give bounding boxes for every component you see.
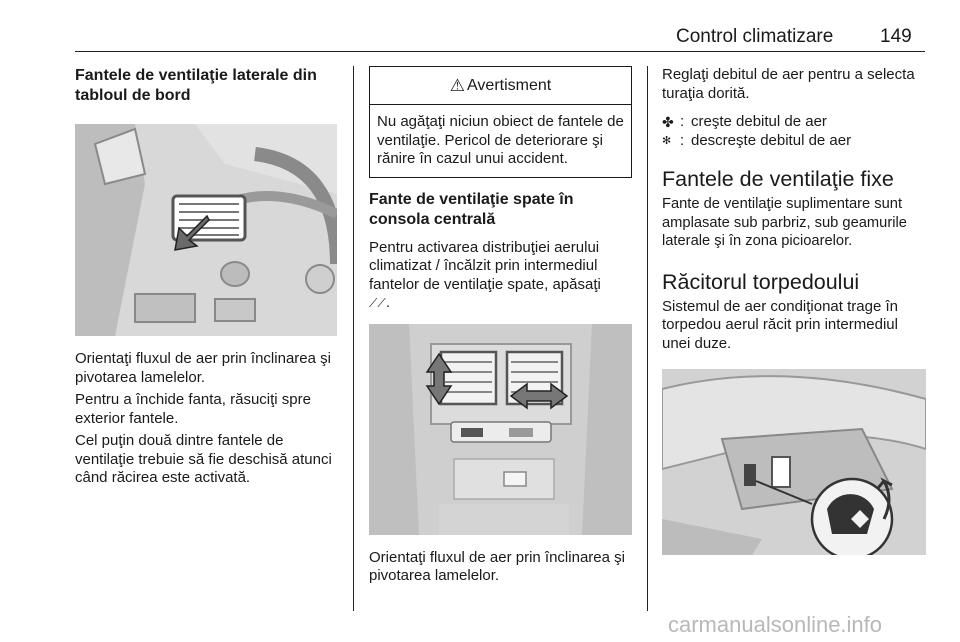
col1-paragraph-3: Cel puţin două dintre fantele de ventilaţie trebuie să fie deschisă atunci când răcirea este activată. [75,432,332,486]
watermark: carmanualsonline.info [668,612,883,637]
col1-paragraph-1: Orientaţi fluxul de aer prin înclinarea şi pivotarea lamelelor. [75,350,331,386]
rear-vents-text: Pentru activarea distribuţiei aerului climatizat / încălzit prin intermediul fantelor de ventilaţie spate, apăsaţi [369,238,601,293]
warning-title: Avertisment [467,76,552,94]
column-3 [662,66,926,555]
column-2 [369,66,632,586]
legend-item-decrease: ✻ : descreşte debitul de aer [662,131,852,149]
rear-vents-caption: Orientaţi fluxul de aer prin înclinarea şi pivotarea lamelelor. [369,548,625,584]
fan-large-icon: ✤ [662,114,674,130]
airflow-legend [662,113,926,150]
legend-item-text: descreşte debitul de aer [691,131,852,149]
rear-vent-drawing [369,324,632,535]
running-header-title: Control climatizare [676,26,834,47]
side-vent-drawing [75,124,337,336]
fan-small-icon: ✻ [662,134,672,147]
airflow-intro: Reglaţi debitul de aer pentru a selecta turaţia dorită. [662,66,915,102]
warning-header [370,67,631,105]
glovebox-illustration [662,369,926,555]
rear-vents-heading: Fante de ventilaţie spate în consola centrală [369,190,574,228]
rear-vent-illustration [369,324,632,535]
warning-text: Nu agăţaţi niciun obiect de fantele de ventilaţie. Pericol de deteriorare şi rănire în cazul unui accident. [377,113,624,167]
legend-item-increase: ✤ : creşte debitul de aer [662,113,827,130]
legend-item-text: creşte debitul de aer [691,113,827,130]
glovebox-cooling-text: Sistemul de aer condiţionat trage în torpedou aerul răcit prin intermediul unei duze. [662,297,898,352]
glovebox-cooling-heading: Răcitorul torpedoului [662,269,860,294]
column-divider-2 [647,66,648,611]
column-1 [75,66,337,488]
side-vents-heading: Fantele de ventilaţie laterale din tabloul de bord [75,67,317,104]
column-divider-1 [353,66,354,611]
warning-box [369,66,632,178]
side-vent-illustration [75,124,337,336]
rear-vent-button-icon: ⟋⟋ [369,296,386,310]
warning-triangle-icon: ⚠ [449,75,466,95]
header-rule [75,51,925,52]
page-number: 149 [880,26,912,47]
fixed-vents-heading: Fantele de ventilaţie fixe [662,167,894,191]
rear-vents-paragraph: Pentru activarea distribuţiei aerului climatizat / încălzit prin intermediul fantelor de ventilaţie spate, apăsaţi ⟋⟋. [369,238,601,311]
glovebox-drawing [662,369,926,555]
col1-paragraph-2: Pentru a închide fanta, răsuciţi spre exterior fantele. [75,391,311,427]
fixed-vents-text: Fante de ventilaţie suplimentare sunt amplasate sub parbriz, sub geamurile laterale şi în zona picioarelor. [662,196,907,249]
